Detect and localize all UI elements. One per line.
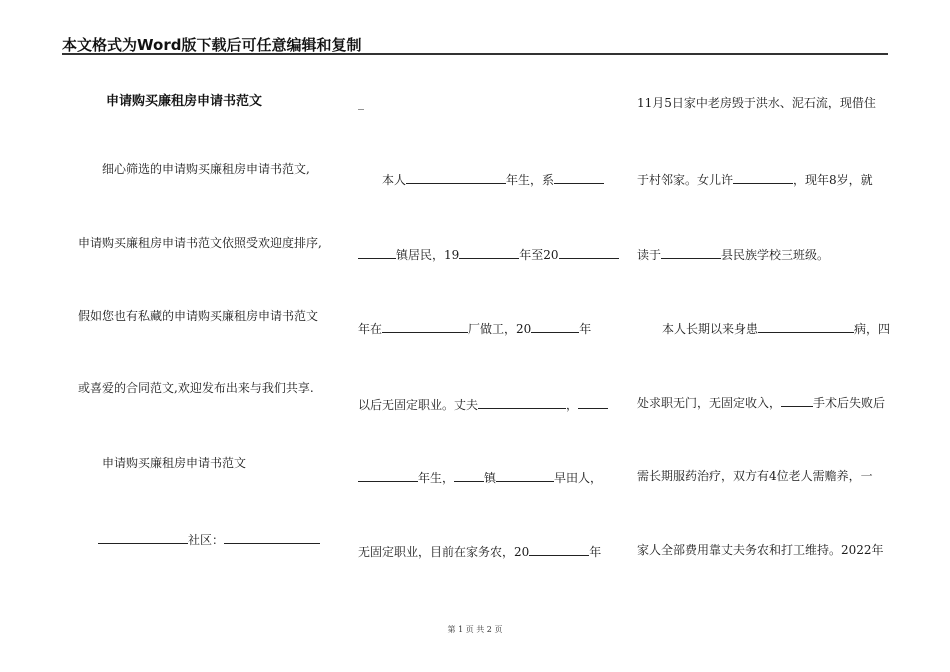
blank-field xyxy=(382,320,468,333)
blank-field xyxy=(358,469,418,482)
text-fragment: 镇 xyxy=(484,471,497,485)
intro-line-1: 细心筛选的申请购买廉租房申请书范文, xyxy=(102,162,310,176)
text-fragment: 手术后失败后 xyxy=(813,396,886,410)
blank-field xyxy=(661,246,721,259)
page-number: 第 1 页 共 2 页 xyxy=(447,625,503,634)
blank-field xyxy=(406,171,506,184)
community-line xyxy=(98,531,320,547)
intro-line-2: 申请购买廉租房申请书范文依照受欢迎度排序, xyxy=(78,236,322,250)
body-line xyxy=(358,320,591,336)
text-fragment: 年生，系 xyxy=(506,173,555,187)
blank-field xyxy=(531,320,579,333)
text-fragment: 读于 xyxy=(637,248,662,262)
text-fragment: 以后无固定职业。丈夫 xyxy=(358,398,479,412)
blank-field xyxy=(554,171,604,184)
body-line xyxy=(637,394,885,410)
body-line xyxy=(637,246,829,262)
blank-field xyxy=(733,171,793,184)
blank-field xyxy=(454,469,484,482)
text-fragment: 本人长期以来身患 xyxy=(662,322,759,336)
header-divider xyxy=(62,53,888,55)
text-fragment: 于村邻家。女儿许 xyxy=(637,173,734,187)
text-fragment: 本人 xyxy=(382,173,407,187)
text-fragment: 年 xyxy=(579,322,592,336)
blank-field xyxy=(578,396,608,409)
blank-field xyxy=(459,246,519,259)
blank-field xyxy=(496,469,554,482)
body-line xyxy=(382,171,604,187)
text-fragment: 处求职无门，无固定收入， xyxy=(637,396,782,410)
document-header-banner: 本文格式为Word版下载后可任意编辑和复制 xyxy=(62,36,362,54)
dash-mark: _ xyxy=(358,96,364,110)
text-fragment: ，现年8岁，就 xyxy=(793,173,873,187)
body-line xyxy=(358,469,602,485)
blank-field xyxy=(559,246,619,259)
text-fragment: 无固定职业，目前在家务农，20 xyxy=(358,545,530,559)
text-fragment: 年在 xyxy=(358,322,383,336)
text-fragment: 病，四 xyxy=(854,322,891,336)
text-fragment: ， xyxy=(566,398,579,412)
blank-field xyxy=(781,394,813,407)
section-subtitle: 申请购买廉租房申请书范文 xyxy=(102,456,247,470)
blank-field xyxy=(358,246,396,259)
blank-field xyxy=(758,320,854,333)
text-fragment: 年生， xyxy=(418,471,455,485)
body-line: 11月5日家中老房毁于洪水、泥石流，现借住 xyxy=(637,96,876,110)
blank-field xyxy=(529,543,589,556)
community-label: 社区： xyxy=(188,533,225,547)
text-fragment: 厂做工，20 xyxy=(468,322,532,336)
text-fragment: 镇居民，19 xyxy=(396,248,460,262)
body-line xyxy=(358,246,619,262)
community-blank-field xyxy=(224,531,320,544)
body-line: 家人全部费用靠丈夫务农和打工维持。2022年 xyxy=(637,543,884,557)
body-line xyxy=(358,396,608,412)
blank-field xyxy=(478,396,566,409)
document-title: 申请购买廉租房申请书范文 xyxy=(106,94,263,109)
body-line: 需长期服药治疗，双方有4位老人需赡养，一 xyxy=(637,469,873,483)
body-line xyxy=(637,171,873,187)
text-fragment: 年 xyxy=(589,545,602,559)
body-line xyxy=(358,543,601,559)
text-fragment: 县民族学校三班级。 xyxy=(721,248,830,262)
text-fragment: 早田人， xyxy=(554,471,603,485)
body-line xyxy=(662,320,890,336)
text-fragment: 年至20 xyxy=(519,248,559,262)
blank-field xyxy=(98,531,188,544)
intro-line-4: 或喜爱的合同范文,欢迎发布出来与我们共享. xyxy=(78,381,314,395)
intro-line-3: 假如您也有私藏的申请购买廉租房申请书范文 xyxy=(78,309,319,323)
